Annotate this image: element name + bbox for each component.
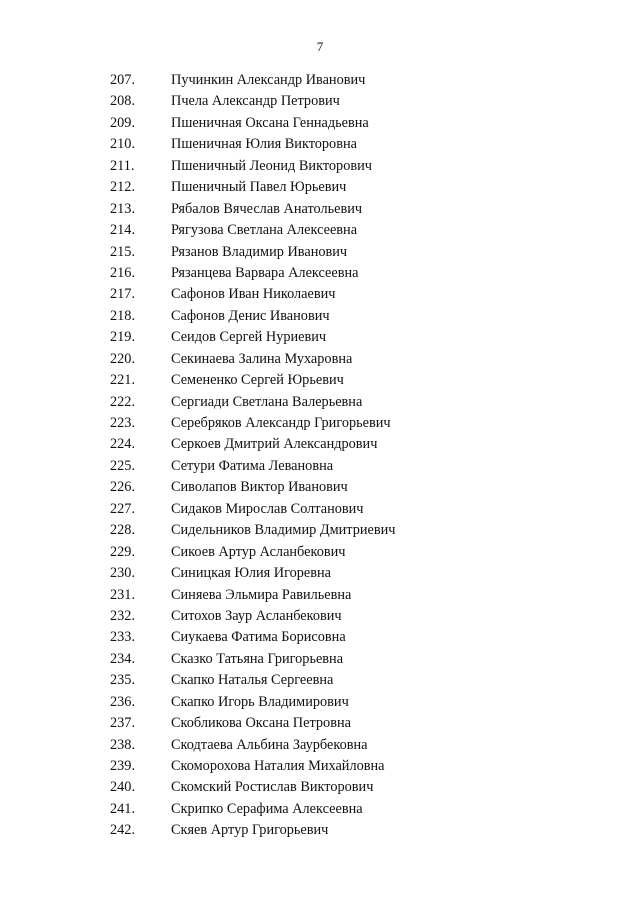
entry-name: Сеидов Сергей Нуриевич — [171, 329, 327, 346]
entry-number: 217. — [110, 286, 136, 303]
entry-name: Семененко Сергей Юрьевич — [171, 372, 344, 389]
entry-number: 228. — [110, 522, 136, 539]
entry-number: 214. — [110, 222, 136, 239]
entry-name: Сергиади Светлана Валерьевна — [171, 393, 363, 410]
entry-name: Сказко Татьяна Григорьевна — [171, 650, 344, 667]
list-item — [0, 585, 640, 606]
entry-name: Секинаева Залина Мухаровна — [171, 350, 353, 367]
entry-name: Скрипко Серафима Алексеевна — [171, 800, 363, 817]
entry-name: Пшеничная Оксана Геннадьевна — [171, 114, 369, 131]
entry-number: 239. — [110, 758, 136, 774]
entry-name: Рябалов Вячеслав Анатольевич — [171, 200, 363, 217]
list-item — [0, 177, 640, 198]
entry-number: 240. — [110, 779, 136, 796]
list-item — [0, 134, 640, 155]
list-item — [0, 413, 640, 434]
list-item — [0, 735, 640, 756]
entry-name: Пучинкин Александр Иванович — [171, 72, 366, 88]
list-item — [0, 756, 640, 777]
entry-name: Скоморохова Наталия Михайловна — [171, 758, 385, 774]
entry-name: Пшеничная Юлия Викторовна — [171, 136, 357, 153]
entry-number: 213. — [110, 200, 136, 217]
list-item — [0, 370, 640, 391]
entry-number: 207. — [110, 72, 136, 88]
list-item — [0, 220, 640, 241]
entry-number: 220. — [110, 350, 136, 367]
entry-name: Сидельников Владимир Дмитриевич — [171, 522, 396, 539]
entry-name: Серкоев Дмитрий Александрович — [171, 436, 378, 453]
entry-name: Рягузова Светлана Алексеевна — [171, 222, 358, 239]
entry-name: Рязанов Владимир Иванович — [171, 243, 348, 260]
entry-number: 219. — [110, 329, 136, 346]
list-item — [0, 284, 640, 305]
list-item — [0, 199, 640, 220]
list-item — [0, 627, 640, 648]
entry-number: 221. — [110, 372, 136, 389]
entry-name: Скапко Игорь Владимирович — [171, 693, 349, 710]
entry-number: 230. — [110, 565, 136, 582]
list-item — [0, 456, 640, 477]
entry-name: Сафонов Денис Иванович — [171, 307, 330, 324]
entry-number: 212. — [110, 179, 136, 196]
list-item — [0, 263, 640, 284]
name-list — [0, 70, 640, 842]
entry-number: 234. — [110, 650, 136, 667]
entry-name: Ситохов Заур Асланбекович — [171, 607, 342, 624]
list-item — [0, 799, 640, 820]
entry-number: 208. — [110, 93, 136, 110]
entry-name: Синяева Эльмира Равильевна — [171, 586, 352, 603]
entry-name: Синицкая Юлия Игоревна — [171, 565, 332, 582]
entry-number: 236. — [110, 693, 136, 710]
entry-number: 233. — [110, 629, 136, 646]
entry-number: 222. — [110, 393, 136, 410]
list-item — [0, 499, 640, 520]
list-item — [0, 606, 640, 627]
entry-name: Пшеничный Леонид Викторович — [171, 157, 372, 174]
entry-name: Рязанцева Варвара Алексеевна — [171, 264, 359, 281]
list-item — [0, 113, 640, 134]
entry-name: Сафонов Иван Николаевич — [171, 286, 336, 303]
list-item — [0, 91, 640, 112]
list-item — [0, 156, 640, 177]
entry-number: 210. — [110, 136, 136, 153]
entry-number: 211. — [110, 157, 135, 174]
entry-name: Пшеничный Павел Юрьевич — [171, 179, 347, 196]
entry-number: 232. — [110, 607, 136, 624]
list-item — [0, 477, 640, 498]
entry-number: 224. — [110, 436, 136, 453]
list-item — [0, 520, 640, 541]
entry-name: Скобликова Оксана Петровна — [171, 715, 351, 732]
entry-number: 235. — [110, 672, 136, 689]
entry-number: 223. — [110, 415, 136, 431]
list-item — [0, 670, 640, 691]
list-item — [0, 70, 640, 91]
entry-name: Сикоев Артур Асланбекович — [171, 543, 346, 560]
entry-number: 237. — [110, 715, 136, 732]
list-item — [0, 306, 640, 327]
entry-name: Скодтаева Альбина Заурбековна — [171, 736, 368, 753]
list-item — [0, 692, 640, 713]
list-item — [0, 542, 640, 563]
entry-number: 227. — [110, 500, 136, 517]
entry-number: 215. — [110, 243, 136, 260]
list-item — [0, 563, 640, 584]
page-number: 7 — [316, 39, 324, 54]
entry-name: Скяев Артур Григорьевич — [171, 822, 329, 839]
list-item — [0, 327, 640, 348]
entry-name: Сиволапов Виктор Иванович — [171, 479, 348, 496]
entry-name: Пчела Александр Петрович — [171, 93, 340, 110]
entry-name: Сидаков Мирослав Солтанович — [171, 500, 364, 517]
entry-name: Серебряков Александр Григорьевич — [171, 415, 391, 431]
entry-name: Сиукаева Фатима Борисовна — [171, 629, 346, 646]
entry-number: 226. — [110, 479, 136, 496]
list-item — [0, 820, 640, 841]
list-item — [0, 777, 640, 798]
entry-number: 229. — [110, 543, 136, 560]
list-item — [0, 434, 640, 455]
list-item — [0, 392, 640, 413]
entry-name: Скомский Ростислав Викторович — [171, 779, 374, 796]
entry-number: 209. — [110, 114, 136, 131]
entry-number: 225. — [110, 457, 136, 474]
entry-number: 216. — [110, 264, 136, 281]
entry-number: 241. — [110, 800, 136, 817]
list-item — [0, 649, 640, 670]
entry-number: 218. — [110, 307, 136, 324]
entry-number: 231. — [110, 586, 136, 603]
entry-name: Сетури Фатима Левановна — [171, 457, 334, 474]
entry-number: 238. — [110, 736, 136, 753]
list-item — [0, 713, 640, 734]
list-item — [0, 349, 640, 370]
entry-number: 242. — [110, 822, 136, 839]
entry-name: Скапко Наталья Сергеевна — [171, 672, 334, 689]
list-item — [0, 242, 640, 263]
